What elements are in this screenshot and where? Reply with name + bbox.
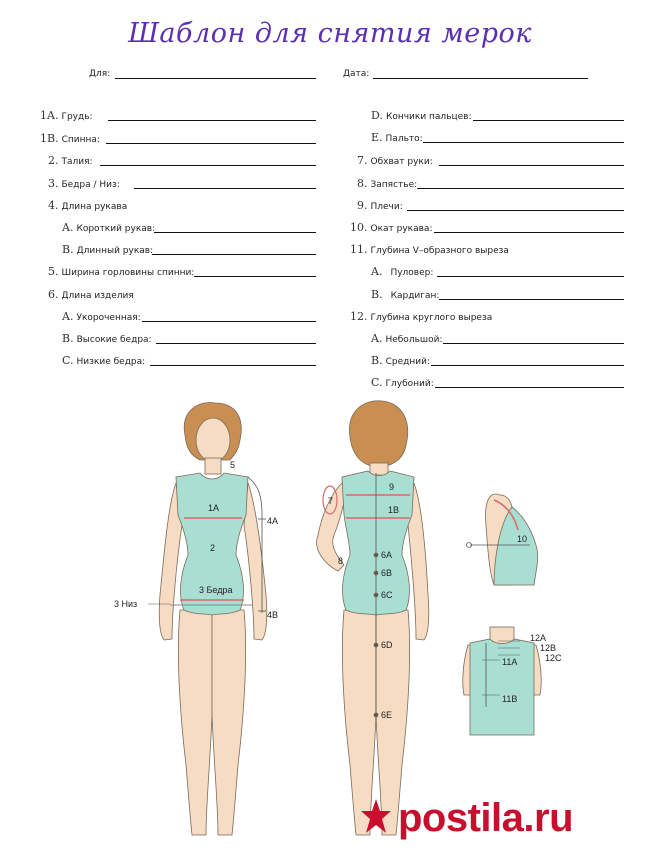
point-6e: [374, 713, 378, 717]
measure-number: A.: [371, 265, 383, 278]
measure-number: 12.: [350, 310, 368, 323]
measure-number: A.: [62, 310, 74, 323]
measure-label: Пальто:: [385, 134, 423, 144]
measure-row[interactable]: [62, 220, 316, 236]
measure-line[interactable]: [106, 143, 316, 144]
measure-row[interactable]: [62, 309, 316, 325]
measure-line[interactable]: [142, 321, 316, 322]
measure-number: 3.: [48, 177, 59, 190]
label-6d: 6D: [381, 640, 393, 650]
point-6c: [374, 593, 378, 597]
back-figure: [317, 401, 429, 835]
side-detail: [467, 494, 538, 585]
measure-number: 9.: [357, 199, 368, 212]
measure-label: Высокие бедра:: [76, 335, 152, 345]
measure-line[interactable]: [150, 365, 316, 366]
measure-line[interactable]: [407, 210, 624, 211]
label-6b: 6B: [381, 568, 393, 578]
measure-label: Спинна:: [61, 135, 100, 145]
measure-label: Окат рукава:: [370, 224, 433, 234]
measure-row[interactable]: [48, 264, 316, 280]
measure-label: Запястье:: [370, 180, 418, 190]
measure-label: Грудь:: [61, 112, 93, 122]
measure-label: Глубина V–образного выреза: [370, 246, 509, 256]
measure-label: Небольшой:: [385, 335, 443, 345]
label-11a: 11A: [502, 657, 518, 667]
measure-label: Короткий рукав:: [76, 224, 156, 234]
measure-line[interactable]: [417, 188, 624, 189]
measure-label: Бедра / Низ:: [61, 180, 120, 190]
postila-watermark[interactable]: [360, 796, 573, 841]
measure-heading: [350, 309, 624, 325]
watermark-text: postila.ru: [398, 796, 574, 840]
measure-number: 1A.: [40, 109, 59, 122]
neck-bodysuit: [470, 639, 534, 735]
measure-line[interactable]: [152, 254, 316, 255]
measure-row[interactable]: [62, 242, 316, 258]
measure-row[interactable]: [357, 198, 624, 214]
for-line[interactable]: [115, 78, 316, 79]
measure-line[interactable]: [439, 165, 624, 166]
date-line[interactable]: [373, 78, 588, 79]
label-12c: 12C: [545, 653, 562, 663]
measure-row[interactable]: [62, 353, 316, 369]
front-figure: [148, 402, 267, 835]
measure-line[interactable]: [437, 276, 624, 277]
measure-line[interactable]: [156, 343, 316, 344]
measure-heading: [48, 198, 316, 214]
for-label: Для:: [89, 69, 111, 79]
label-12b: 12B: [540, 643, 557, 653]
body-figures-illustration: [0, 395, 660, 863]
measure-heading: [350, 242, 624, 258]
measure-number: 4.: [48, 199, 59, 212]
measure-line[interactable]: [154, 232, 316, 233]
point-6d: [374, 643, 378, 647]
measure-label: Обхват руки:: [370, 157, 433, 167]
label-3-hips: 3 Бедра: [199, 585, 233, 595]
measure-number: 1B.: [40, 132, 59, 145]
right-arm: [244, 483, 267, 640]
measure-label: Длинный рукав:: [76, 246, 154, 256]
measure-row[interactable]: [48, 176, 316, 192]
measure-number: B.: [62, 332, 74, 345]
label-6e: 6E: [381, 710, 393, 720]
measure-number: B.: [62, 243, 74, 256]
label-1a: 1A: [208, 503, 220, 513]
measure-line[interactable]: [108, 120, 316, 121]
measure-label: Талия:: [61, 157, 93, 167]
measure-row[interactable]: [371, 130, 624, 146]
measure-line[interactable]: [443, 343, 624, 344]
measure-number: 5.: [48, 265, 59, 278]
measure-label: Низкие бедра:: [76, 357, 146, 367]
measure-label: Глубоний:: [385, 379, 434, 389]
label-9: 9: [389, 482, 395, 492]
measure-label: Укороченная:: [76, 313, 141, 323]
back-bodysuit: [342, 471, 414, 615]
measure-label: Средний:: [385, 357, 430, 367]
measure-number: E.: [371, 131, 383, 144]
for-field[interactable]: [89, 66, 316, 82]
measure-line[interactable]: [473, 120, 624, 121]
label-8: 8: [338, 556, 344, 566]
measure-row[interactable]: [40, 108, 316, 124]
measure-line[interactable]: [100, 165, 316, 166]
measure-number: 7.: [357, 154, 368, 167]
measure-label: Длина изделия: [61, 291, 134, 301]
measure-line[interactable]: [423, 142, 624, 143]
measure-number: 2.: [48, 154, 59, 167]
back-hair: [349, 401, 407, 467]
measure-label: Кардиган:: [390, 291, 440, 301]
label-11b: 11B: [502, 694, 518, 704]
measure-line[interactable]: [194, 276, 316, 277]
right-leg: [212, 610, 246, 835]
face: [196, 418, 230, 462]
measure-number: 8.: [357, 177, 368, 190]
measure-number: 10.: [350, 221, 368, 234]
label-5: 5: [230, 460, 236, 470]
left-leg: [178, 610, 212, 835]
label-10: 10: [517, 534, 528, 544]
measure-row[interactable]: [40, 131, 316, 147]
measure-number: 11.: [350, 243, 368, 256]
measure-label: Глубина круглого выреза: [370, 313, 493, 323]
measure-line[interactable]: [439, 299, 624, 300]
measure-label: Длина рукава: [61, 202, 128, 212]
date-field[interactable]: [343, 66, 588, 82]
back-neck: [370, 463, 388, 475]
measure-row[interactable]: [371, 108, 624, 124]
measure-row[interactable]: [357, 153, 624, 169]
measure-line[interactable]: [435, 387, 624, 388]
label-6c: 6C: [381, 590, 393, 600]
measure-number: B.: [371, 354, 383, 367]
label-1b: 1B: [388, 505, 400, 515]
label-4b: 4B: [267, 610, 279, 620]
measure-line[interactable]: [431, 365, 624, 366]
measure-label: Плечи:: [370, 202, 403, 212]
neck: [205, 458, 221, 474]
measure-label: Ширина горловины спинни:: [61, 268, 195, 278]
measure-row[interactable]: [371, 375, 624, 391]
point-6b: [374, 571, 378, 575]
measure-number: A.: [62, 221, 74, 234]
measure-number: D.: [371, 109, 383, 122]
measure-row[interactable]: [371, 264, 624, 280]
measure-number: B.: [371, 288, 383, 301]
neck-detail: [463, 627, 541, 735]
measure-number: 6.: [48, 288, 59, 301]
measure-label: Кончики пальцев:: [385, 112, 472, 122]
measure-number: A.: [371, 332, 383, 345]
measure-row[interactable]: [357, 176, 624, 192]
label-7: 7: [328, 496, 334, 506]
measure-row[interactable]: [371, 287, 624, 303]
measure-row[interactable]: [48, 153, 316, 169]
postila-logo-icon: [360, 797, 392, 837]
page-title: Шаблон для снятия мерок: [128, 18, 532, 49]
measure-row[interactable]: [371, 331, 624, 347]
measure-row[interactable]: [62, 331, 316, 347]
measure-line[interactable]: [434, 232, 624, 233]
measure-row[interactable]: [350, 220, 624, 236]
label-4a: 4A: [267, 516, 279, 526]
measure-line[interactable]: [134, 188, 316, 189]
measure-number: C.: [62, 354, 74, 367]
date-label: Дата:: [343, 69, 370, 79]
measure-label: Пуловер:: [390, 268, 434, 278]
label-3-low: 3 Низ: [114, 599, 138, 609]
label-6a: 6A: [381, 550, 393, 560]
label-2: 2: [210, 543, 216, 553]
measure-row[interactable]: [371, 353, 624, 369]
measure-number: C.: [371, 376, 383, 389]
measure-heading: [48, 287, 316, 303]
label-12a: 12A: [530, 633, 547, 643]
point-6a: [374, 553, 378, 557]
